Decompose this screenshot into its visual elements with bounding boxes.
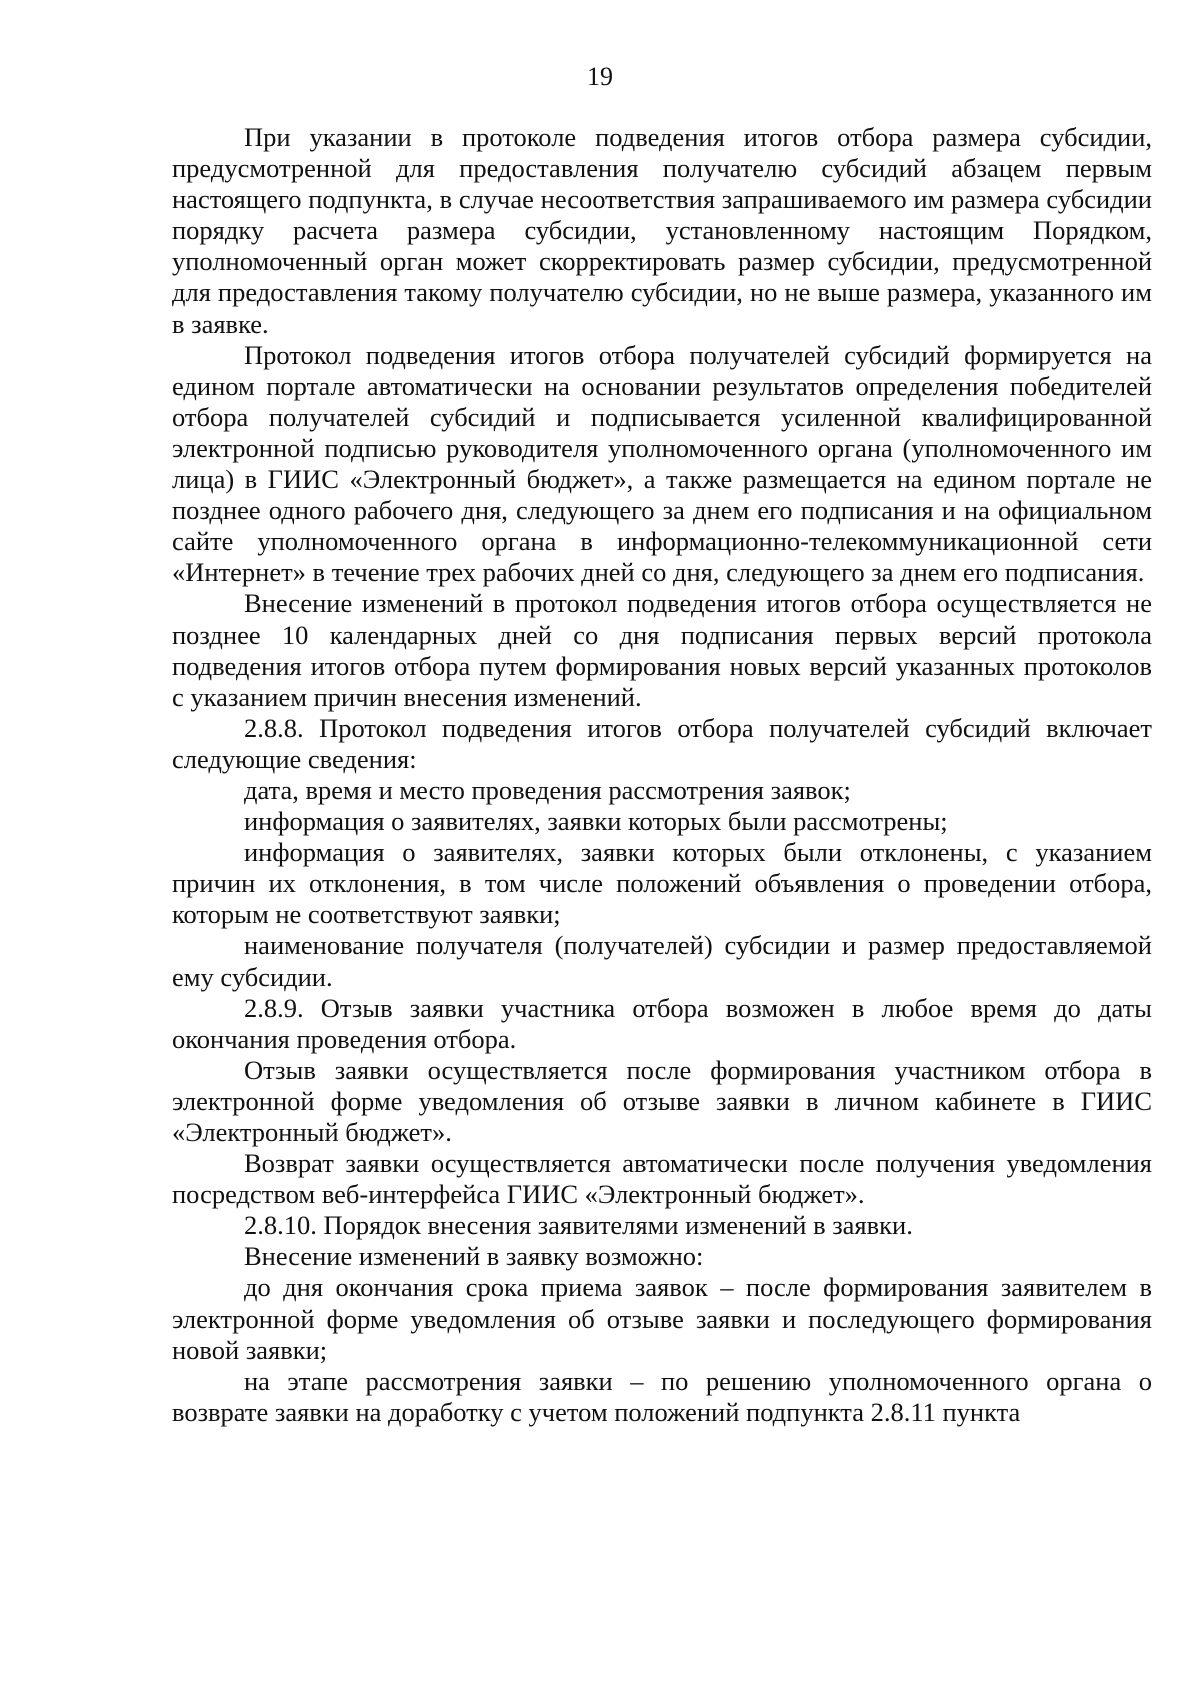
paragraph: информация о заявителях, заявки которых были отклонены, с указанием причин их отклонения, в том числе положений объявления о проведении отбора, которым не соответствуют заявки;: [172, 837, 1152, 930]
paragraph: 2.8.9. Отзыв заявки участника отбора возможен в любое время до даты окончания проведения отбора.: [172, 992, 1152, 1054]
paragraph: дата, время и место проведения рассмотрения заявок;: [244, 774, 851, 805]
document-body: [172, 122, 1152, 1428]
paragraph: 2.8.10. Порядок внесения заявителями изменений в заявки.: [244, 1210, 913, 1241]
paragraph: до дня окончания срока приема заявок – после формирования заявителем в электронной форме уведомления об отзыве заявки и последующего формирования новой заявки;: [172, 1272, 1152, 1365]
paragraph: Возврат заявки осуществляется автоматически после получения уведомления посредством веб-интерфейса ГИИС «Электронный бюджет».: [172, 1148, 1152, 1210]
page-number: 19: [587, 62, 613, 91]
paragraph: При указании в протоколе подведения итогов отбора размера субсидии, предусмотренной для предоставления получателю субсидий абзацем первым настоящего подпункта, в случае несоответствия запрашиваемого им размера субсидии порядку расчета размера субсидии, установленному настоящим Порядком, уполномоченный орган может скорректировать размер субсидии, предусмотренной для предоставления такому получателю субсидии, но не выше размера, указанного им в заявке.: [172, 122, 1152, 339]
paragraph: Протокол подведения итогов отбора получателей субсидий формируется на едином портале автоматически на основании результатов определения победителей отбора получателей субсидий и подписывается усиленной квалифицированной электронной подписью руководителя уполномоченного органа (уполномоченного им лица) в ГИИС «Электронный бюджет», а также размещается на едином портале не позднее одного рабочего дня, следующего за днем его подписания и на официальном сайте уполномоченного органа в информационно-телекоммуникационной сети «Интернет» в течение трех рабочих дней со дня, следующего за днем его подписания.: [172, 339, 1152, 588]
paragraph: на этапе рассмотрения заявки – по решению уполномоченного органа о возврате заявки на доработку с учетом положений подпункта 2.8.11 пункта: [172, 1365, 1152, 1427]
paragraph: Отзыв заявки осуществляется после формирования участником отбора в электронной форме уведомления об отзыве заявки в личном кабинете в ГИИС «Электронный бюджет».: [172, 1054, 1152, 1147]
paragraph: 2.8.8. Протокол подведения итогов отбора получателей субсидий включает следующие сведения:: [172, 712, 1152, 774]
paragraph: наименование получателя (получателей) субсидии и размер предоставляемой ему субсидии.: [172, 930, 1152, 992]
paragraph: информация о заявителях, заявки которых были рассмотрены;: [244, 806, 948, 837]
paragraph: Внесение изменений в заявку возможно:: [244, 1241, 704, 1272]
paragraph: Внесение изменений в протокол подведения итогов отбора осуществляется не позднее 10 календарных дней со дня подписания первых версий протокола подведения итогов отбора путем формирования новых версий указанных протоколов с указанием причин внесения изменений.: [172, 588, 1152, 712]
